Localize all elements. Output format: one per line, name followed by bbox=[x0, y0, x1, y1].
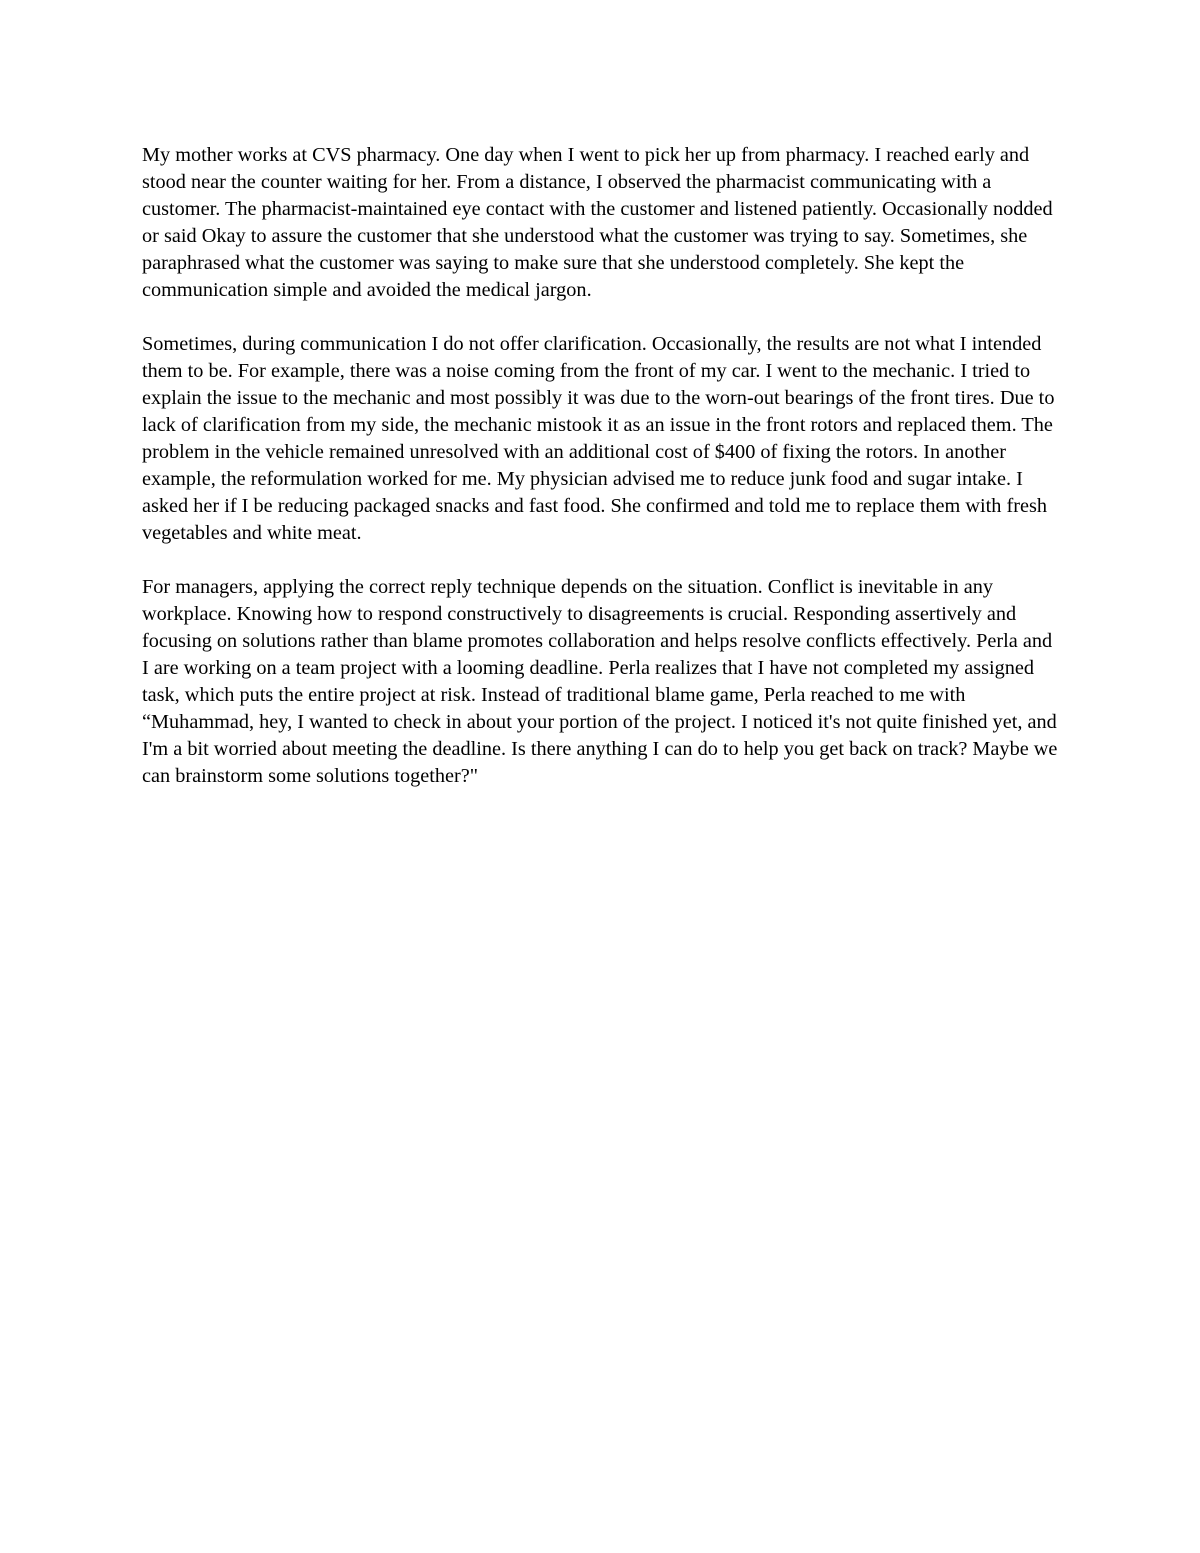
document-body bbox=[142, 142, 1062, 817]
paragraph-clarification-examples: Sometimes, during communication I do not offer clarification. Occasionally, the results are not what I intended them to be. For example, there was a noise coming from the front of my car. I went to the mechanic. I tried to explain the issue to the mechanic and most possibly it was due to the worn-out bearings of the front tires. Due to lack of clarification from my side, the mechanic mistook it as an issue in the front rotors and replaced them. The problem in the vehicle remained unresolved with an additional cost of $400 of fixing the rotors. In another example, the reformulation worked for me. My physician advised me to reduce junk food and sugar intake. I asked her if I be reducing packaged snacks and fast food. She confirmed and told me to replace them with fresh vegetables and white meat. bbox=[142, 333, 1055, 544]
paragraph-managers-reply-technique: For managers, applying the correct reply technique depends on the situation. Conflict is inevitable in any workplace. Knowing how to respond constructively to disagreements is crucial. Responding assertively and focusing on solutions rather than blame promotes collaboration and helps resolve conflicts effectively. Perla and I are working on a team project with a looming deadline. Perla realizes that I have not completed my assigned task, which puts the entire project at risk. Instead of traditional blame game, Perla reached to me with “Muhammad, hey, I wanted to check in about your portion of the project. I noticed it's not quite finished yet, and I'm a bit worried about meeting the deadline. Is there anything I can do to help you get back on track? Maybe we can brainstorm some solutions together?" bbox=[142, 576, 1058, 787]
paragraph-pharmacy-observation: My mother works at CVS pharmacy. One day when I went to pick her up from pharmacy. I reached early and stood near the counter waiting for her. From a distance, I observed the pharmacist communicating with a customer. The pharmacist-maintained eye contact with the customer and listened patiently. Occasionally nodded or said Okay to assure the customer that she understood what the customer was trying to say. Sometimes, she paraphrased what the customer was saying to make sure that she understood completely. She kept the communication simple and avoided the medical jargon. bbox=[142, 144, 1053, 301]
